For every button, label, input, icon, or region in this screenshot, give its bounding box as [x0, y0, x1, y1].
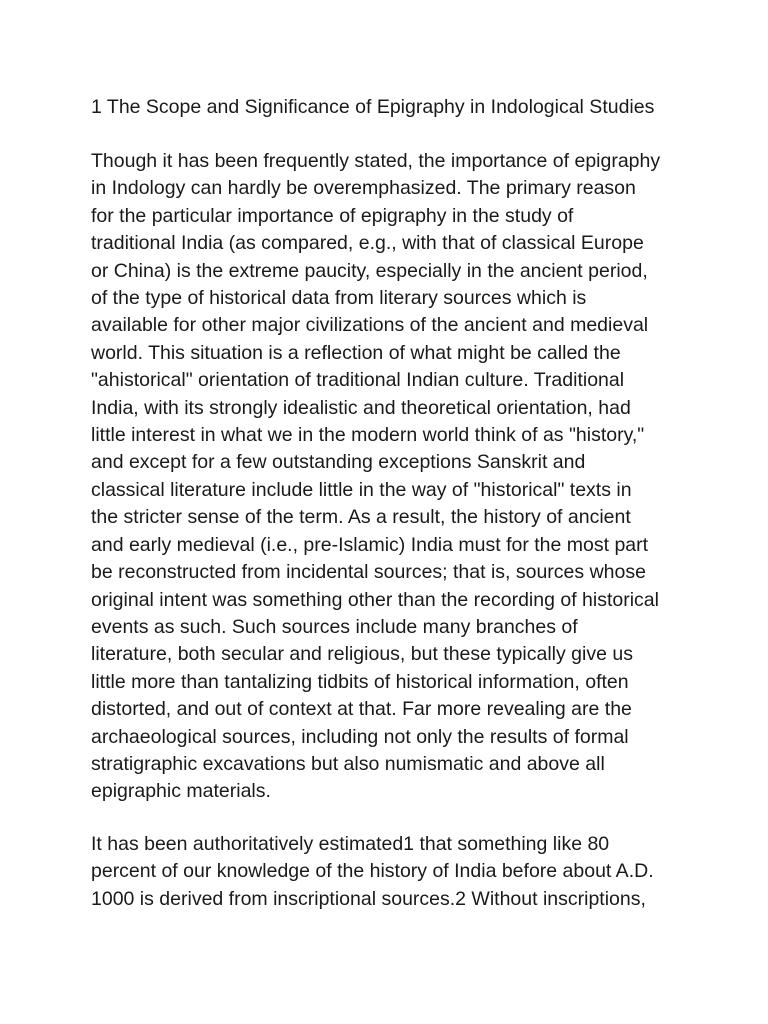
text-line: It has been authoritatively estimated1 that something like 80 — [91, 833, 610, 855]
text-line: little more than tantalizing tidbits of historical information, often — [91, 670, 629, 693]
text-line: literature, both secular and religious, but these typically give us — [91, 643, 633, 666]
text-line: percent of our knowledge of the history of India before about A.D. — [91, 860, 654, 883]
text-line: or China) is the extreme paucity, especially in the ancient period, — [91, 259, 648, 282]
text-line: classical literature include little in the way of "historical" texts in — [91, 478, 632, 501]
text-line: be reconstructed from incidental sources; that is, sources whose — [91, 561, 646, 584]
text-line: original intent was something other than the recording of historical — [91, 588, 659, 611]
text-line: traditional India (as compared, e.g., with that of classical Europe — [91, 232, 644, 255]
text-line: little interest in what we in the modern world think of as "history," — [91, 424, 645, 447]
text-line: available for other major civilizations of the ancient and medieval — [91, 314, 649, 337]
text-line: India, with its strongly idealistic and theoretical orientation, had — [91, 396, 631, 419]
text-line: "ahistorical" orientation of traditional Indian culture. Traditional — [91, 369, 625, 392]
text-line: distorted, and out of context at that. Far more revealing are the — [91, 698, 632, 721]
text-line: events as such. Such sources include many branches of — [91, 615, 578, 638]
chapter-heading: 1 The Scope and Significance of Epigraphy in Indological Studies — [91, 96, 655, 118]
text-line: of the type of historical data from literary sources which is — [91, 287, 587, 310]
text-line: for the particular importance of epigraphy in the study of — [91, 204, 574, 227]
text-line: epigraphic materials. — [91, 780, 271, 803]
text-line: in Indology can hardly be overemphasized. The primary reason — [91, 177, 636, 200]
text-line: and except for a few outstanding exceptions Sanskrit and — [91, 451, 586, 474]
text-line: world. This situation is a reflection of what might be called the — [91, 341, 621, 364]
text-line: 1000 is derived from inscriptional sources.2 Without inscriptions, — [91, 887, 646, 910]
text-line: the stricter sense of the term. As a result, the history of ancient — [91, 506, 631, 529]
paragraph-1 — [91, 148, 691, 806]
text-line: archaeological sources, including not only the results of formal — [91, 725, 629, 748]
text-line: Though it has been frequently stated, the importance of epigraphy — [91, 150, 661, 172]
paragraph-2 — [91, 831, 691, 913]
text-line: and early medieval (i.e., pre-Islamic) India must for the most part — [91, 533, 649, 556]
text-line: stratigraphic excavations but also numismatic and above all — [91, 752, 605, 775]
